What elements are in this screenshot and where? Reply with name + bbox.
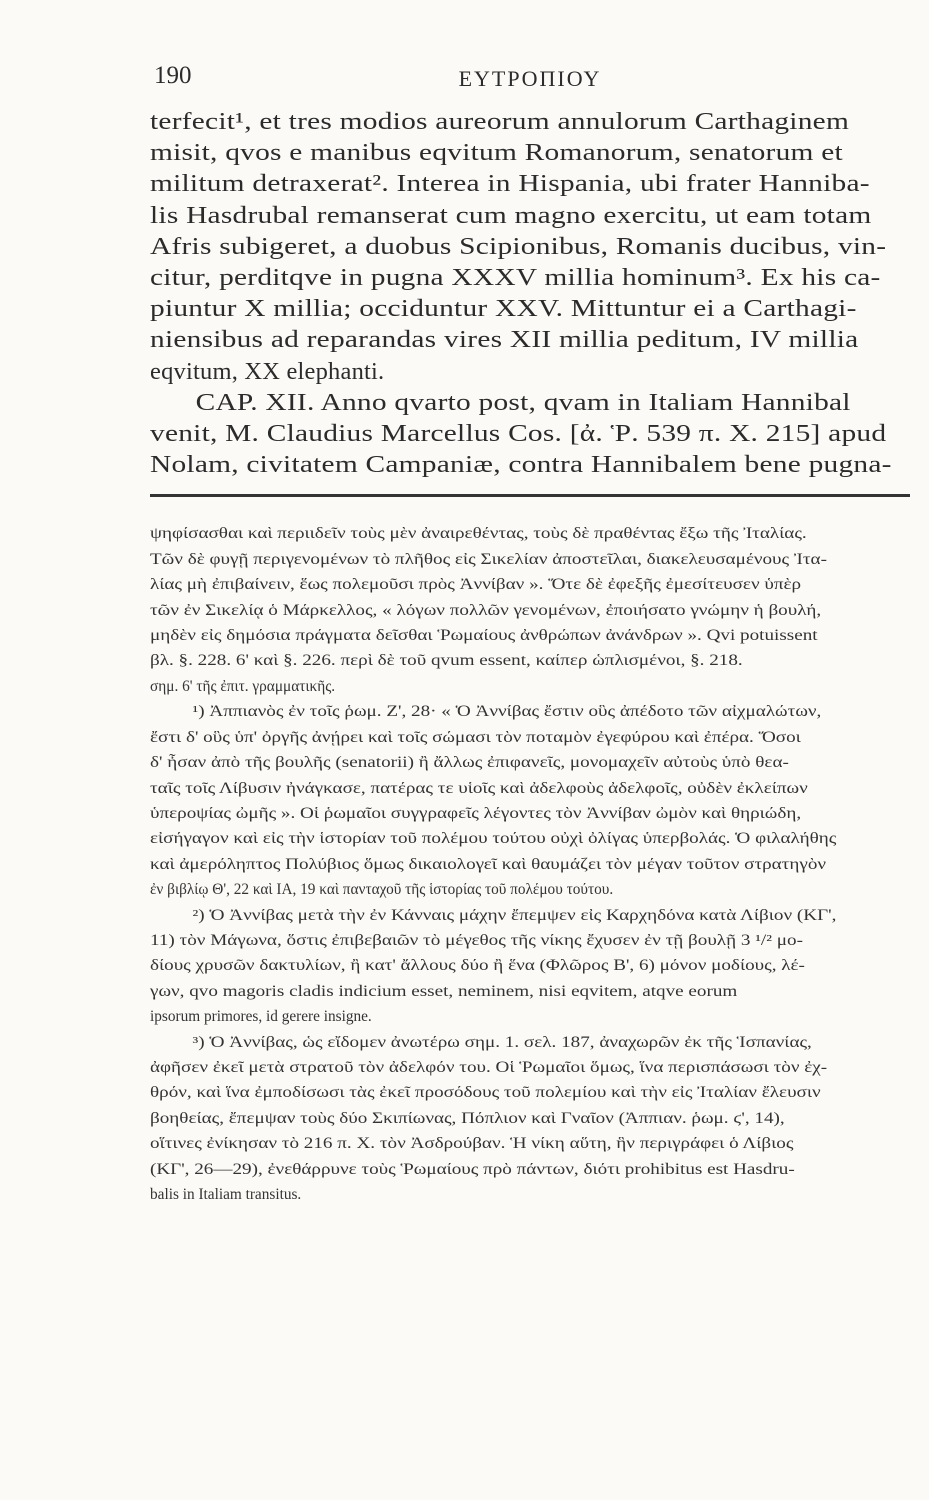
footnote-line: δίους χρυσῶν δακτυλίων, ἢ κατ' ἄλλους δύο ἢ ἕνα (Φλῶρος Β', 6) μόνον μοδίους, λέ- (150, 957, 805, 975)
chapter-heading-line: CAP. XII. Anno qvarto post, qvam in Italiam Hannibal (195, 388, 851, 416)
running-head: ΕΥΤΡΟΠΙΟΥ (458, 66, 602, 91)
text-line: citur, perditqve in pugna XXXV millia hominum³. Ex his ca- (150, 264, 881, 292)
footnote-line: βλ. §. 228. 6' καὶ §. 226. περὶ δὲ τοῦ qvum essent, καίπερ ὡπλισμένοι, §. 218. (150, 652, 743, 670)
footnote-line: ipsorum primores, id gerere insigne. (150, 1008, 372, 1026)
footnote-line: οἵτινες ἐνίκησαν τὸ 216 π. Χ. τὸν Ἀσδρούβαν. Ἡ νίκη αὕτη, ἣν περιγράφει ὁ Λίβιος (150, 1135, 794, 1153)
footnote-line: καὶ ἀμερόληπτος Πολύβιος ὅμως δικαιολογεῖ καὶ θαυμάζει τὸν μέγαν τοῦτον στρατηγὸν (150, 855, 827, 873)
footnote-3-start: ³) Ὁ Ἀννίβας, ὡς εἴδομεν ἀνωτέρω σημ. 1. σελ. 187, ἀναχωρῶν ἐκ τῆς Ἱσπανίας, (192, 1033, 812, 1051)
text-line: piuntur X millia; occiduntur XXV. Mittuntur ei a Carthagi- (150, 295, 857, 323)
main-text (150, 106, 910, 480)
page-header (150, 62, 910, 106)
text-line: lis Hasdrubal remanserat cum magno exercitu, ut eam totam (150, 201, 872, 229)
footnote-line: 11) τὸν Μάγωνα, ὅστις ἐπιβεβαιῶν τὸ μέγεθος τῆς νίκης ἔχυσεν ἐν τῇ βουλῇ 3 ¹/² μο- (150, 931, 803, 949)
footnote-line: ταῖς τοῖς Λίβυσιν ἠνάγκασε, πατέρας τε υἱοῖς καὶ ἀδελφοὺς ἀδελφοῖς, οὐδὲν ἐκλείπων (150, 779, 808, 797)
footnotes (150, 521, 910, 1207)
footnote-2-start: ²) Ὁ Ἀννίβας μετὰ τὴν ἐν Κάνναις μάχην ἔπεμψεν εἰς Καρχηδόνα κατὰ Λίβιον (ΚΓ', (192, 906, 837, 924)
footnote-line: ἀφῆσεν ἐκεῖ μετὰ στρατοῦ τὸν ἀδελφόν του. Οἱ Ῥωμαῖοι ὅμως, ἵνα περισπάσωσι τὸν ἐχ- (150, 1058, 828, 1076)
footnote-line: balis in Italiam transitus. (150, 1186, 302, 1203)
footnote-line: θρόν, καὶ ἵνα ἐμποδίσωσι τὰς ἐκεῖ προσόδους τοῦ πολεμίου καὶ τὴν εἰς Ἰταλίαν ἔλευσιν (150, 1084, 821, 1102)
text-line: misit, qvos e manibus eqvitum Romanorum, senatorum et (150, 139, 843, 167)
footnote-line: (ΚΓ', 26—29), ἐνεθάρρυνε τοὺς Ῥωμαίους πρὸ πάντων, διότι prohibitus est Hasdru- (150, 1160, 795, 1178)
footnote-line: γων, qvo magoris cladis indicium esset, neminem, nisi eqvitem, atqve eorum (150, 982, 738, 1000)
footnote-line: ἔστι δ' οὓς ὑπ' ὀργῆς ἀνῄρει καὶ τοῖς σώμασι τὸν ποταμὸν ἐγεφύρου καὶ ἐπέρα. Ὅσοι (150, 728, 801, 746)
footnote-line: εἰσήγαγον καὶ εἰς τὴν ἱστορίαν τοῦ πολέμου τούτου οὐχὶ ὀλίγας ὑπερβολάς. Ὁ φιλαλήθης (150, 830, 837, 848)
page (150, 62, 910, 1207)
text-line: Afris subigeret, a duobus Scipionibus, Romanis ducibus, vin- (150, 232, 887, 260)
footnote-line: μηδὲν εἰς δημόσια πράγματα δεῖσθαι Ῥωμαίους ἀνθρώπων ἀνάνδρων ». Qvi potuissent (150, 627, 818, 645)
footnote-line: ἐν βιβλίῳ Θ', 22 καὶ ΙΑ, 19 καὶ πανταχοῦ τῆς ἱστορίας τοῦ πολέμου τούτου. (150, 881, 614, 899)
footnote-divider (150, 494, 910, 497)
footnote-line: τῶν ἐν Σικελίᾳ ὁ Μάρκελλος, « λόγων πολλῶν γενομένων, ἐποιήσατο γνώμην ἡ βουλή, (150, 601, 822, 619)
text-line: terfecit¹, et tres modios aureorum annulorum Carthaginem (150, 108, 850, 135)
footnote-line: ὑπεροψίας ὠμῆς ». Οἱ ῥωμαῖοι συγγραφεῖς λέγοντες τὸν Ἀννίβαν ὠμὸν καὶ θηριώδη, (150, 804, 802, 822)
footnote-line: βοηθείας, ἔπεμψαν τοὺς δύο Σκιπίωνας, Πόπλιον καὶ Γναῖον (Ἀππιαν. ῥωμ. ϛ', 14), (150, 1109, 785, 1127)
page-number: 190 (154, 62, 192, 89)
footnote-1-start: ¹) Ἀππιανὸς ἐν τοῖς ῥωμ. Ζ', 28· « Ὁ Ἀννίβας ἔστιν οὓς ἀπέδοτο τῶν αἰχμαλώτων, (192, 703, 822, 721)
footnote-line: λίας μὴ ἐπιβαίνειν, ἕως πολεμοῦσι πρὸς Ἀννίβαν ». Ὅτε δὲ ἐφεξῆς ἐμεσίτευσεν ὑπὲρ (150, 576, 802, 594)
text-line: militum detraxerat². Interea in Hispania, ubi frater Hanniba- (150, 170, 870, 198)
text-line: niensibus ad reparandas vires XII millia peditum, IV millia (150, 326, 859, 354)
footnote-line: ψηφίσασθαι καὶ περιιδεῖν τοὺς μὲν ἀναιρεθέντας, τοὺς δὲ πραθέντας ἔξω τῆς Ἰταλίας. (150, 525, 807, 543)
footnote-line: Τῶν δὲ φυγῇ περιγενομένων τὸ πλῆθος εἰς Σικελίαν ἀποστεῖλαι, διακελευσαμένους Ἰτα- (150, 550, 827, 568)
footnote-line: σημ. 6' τῆς ἐπιτ. γραμματικῆς. (150, 677, 336, 695)
text-line: venit, M. Claudius Marcellus Cos. [ἀ. Ῥ. 539 π. Χ. 215] apud (150, 420, 887, 448)
text-line: Nolam, civitatem Campaniæ, contra Hannibalem bene pugna- (150, 451, 892, 479)
text-line: eqvitum, XX elephanti. (150, 357, 385, 385)
footnote-line: δ' ἦσαν ἀπὸ τῆς βουλῆς (senatorii) ἢ ἄλλως ἐπιφανεῖς, μονομαχεῖν αὐτοὺς ὑπὸ θεα- (150, 754, 789, 772)
